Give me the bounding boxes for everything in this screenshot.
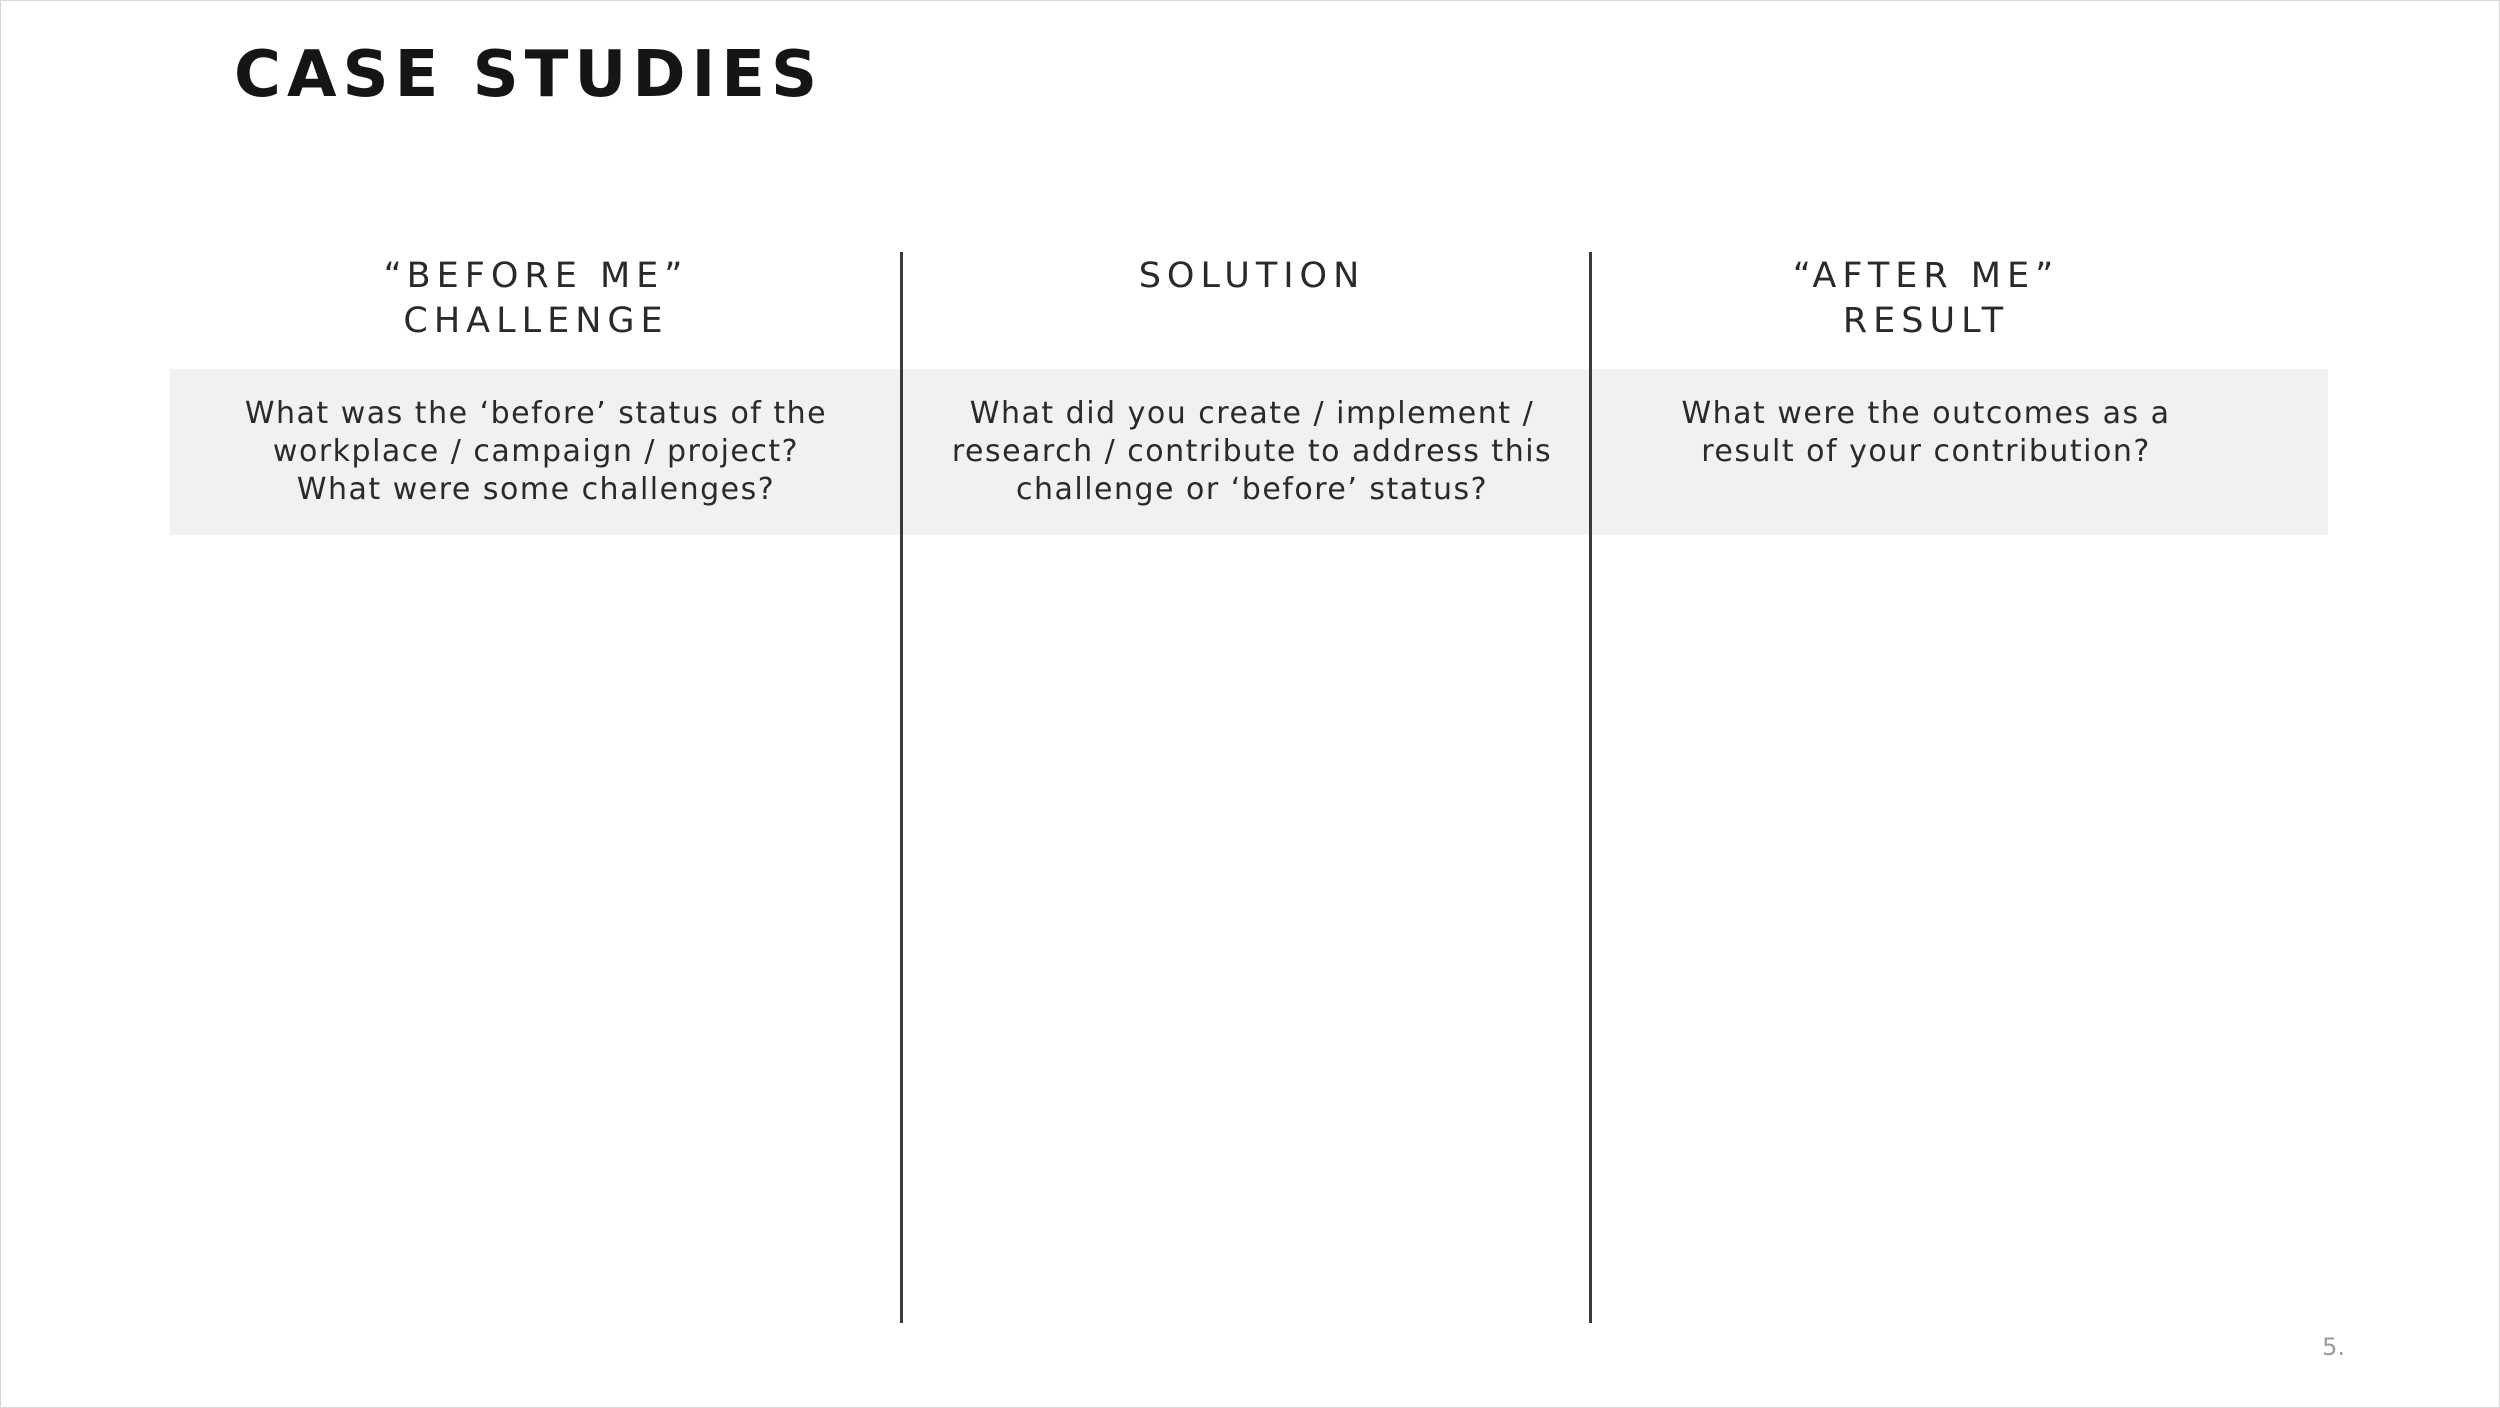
column-header-result bbox=[1594, 254, 2258, 344]
column-prompt-line: What were some challenges? bbox=[296, 472, 776, 507]
page-number: 5. bbox=[2322, 1333, 2345, 1361]
column-prompt-solution bbox=[907, 395, 1597, 509]
column-prompt-line: workplace / campaign / project? bbox=[272, 434, 800, 469]
column-header-challenge bbox=[176, 254, 896, 344]
column-prompt-line: What was the ‘before’ status of the bbox=[244, 396, 828, 431]
column-header-line: RESULT bbox=[1842, 301, 2010, 341]
column-prompt-line: challenge or ‘before’ status? bbox=[1015, 472, 1489, 507]
column-header-line: SOLUTION bbox=[1138, 256, 1366, 296]
column-prompt-line: What did you create / implement / bbox=[969, 396, 1535, 431]
column-header-line: CHALLENGE bbox=[403, 301, 669, 341]
column-prompt-line: research / contribute to address this bbox=[951, 434, 1553, 469]
column-header-line: “BEFORE ME” bbox=[383, 256, 689, 296]
column-prompt-line: result of your contribution? bbox=[1701, 434, 2151, 469]
column-prompt-result bbox=[1594, 395, 2258, 471]
column-prompt-challenge bbox=[176, 395, 896, 509]
column-divider-1 bbox=[900, 252, 903, 1323]
column-header-solution bbox=[907, 254, 1597, 299]
page-title: CASE STUDIES bbox=[234, 38, 824, 112]
column-prompt-line: What were the outcomes as a bbox=[1681, 396, 2171, 431]
column-header-line: “AFTER ME” bbox=[1792, 256, 2060, 296]
